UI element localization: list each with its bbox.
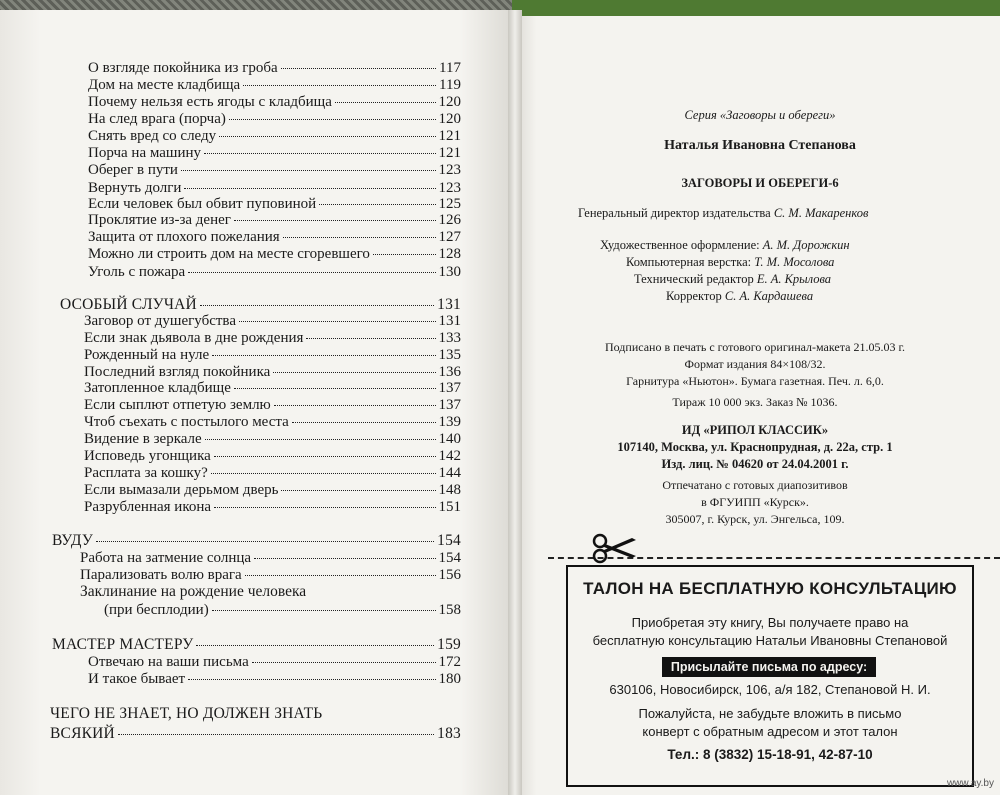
dot-leader (306, 338, 435, 339)
toc-entry-page: 154 (438, 550, 461, 566)
toc-entry-title: ВУДУ (52, 532, 94, 549)
dot-leader (219, 136, 435, 137)
series-line: Серия «Заговоры и обереги» (684, 108, 836, 122)
toc-entry-title: Если человек был обвит пуповиной (88, 196, 317, 212)
toc-entry (88, 264, 461, 281)
left-page (0, 10, 512, 795)
toc-entry-page: 140 (438, 431, 461, 447)
dot-leader (184, 188, 435, 189)
dot-leader (243, 85, 436, 86)
book-spine-gutter (508, 10, 522, 795)
toc-entry-line: Заклинание на рождение человека (80, 583, 307, 600)
toc-entry (88, 128, 461, 145)
watermark: www.ay.by (946, 778, 994, 789)
typeface-line: Гарнитура «Ньютон». Бумага газетная. Печ. л. 6,0. (626, 374, 884, 388)
toc-entry-title: Видение в зеркале (84, 431, 202, 447)
toc-entry-title: Парализовать волю врага (80, 567, 242, 583)
dot-leader (252, 662, 436, 663)
dot-leader (211, 473, 436, 474)
dot-leader (188, 272, 435, 273)
toc-entry-line: ЧЕГО НЕ ЗНАЕТ, НО ДОЛЖЕН ЗНАТЬ (50, 705, 323, 722)
dot-leader (181, 170, 436, 171)
toc-entry (88, 77, 461, 94)
dot-leader (281, 68, 436, 69)
toc-entry (88, 654, 461, 671)
dot-leader (319, 204, 435, 205)
coupon-line-1: Приобретая эту книгу, Вы получаете право на (631, 615, 909, 630)
toc-entry-title: Проклятие из-за денег (88, 212, 231, 228)
toc-entry (84, 431, 461, 448)
dot-leader (245, 575, 436, 576)
toc-entry-title: Вернуть долги (88, 180, 182, 196)
toc-entry-page: 154 (437, 532, 461, 549)
toc-entry-page: 123 (438, 180, 461, 196)
toc-entry (88, 94, 461, 111)
dot-leader (196, 645, 434, 646)
toc-entry (88, 196, 461, 213)
dot-leader (273, 372, 435, 373)
toc-entry (88, 212, 461, 229)
toc-entry (104, 602, 461, 619)
toc-entry (84, 499, 461, 516)
toc-entry (50, 725, 461, 742)
dot-leader (283, 237, 436, 238)
dot-leader (212, 355, 435, 356)
toc-entry (60, 296, 461, 313)
toc-entry-page: 133 (438, 330, 461, 346)
dot-leader (96, 541, 434, 542)
dot-leader (274, 405, 436, 406)
toc-entry-page: 130 (438, 264, 461, 280)
toc-entry (84, 448, 461, 465)
toc-entry-page: 180 (438, 671, 461, 687)
toc-entry-title: Снять вред со следу (88, 128, 217, 144)
toc-entry-title: МАСТЕР МАСТЕРУ (52, 636, 194, 653)
toc-entry (88, 229, 461, 246)
toc-entry (84, 347, 461, 364)
toc-entry-title: Отвечаю на ваши письма (88, 654, 249, 670)
toc-entry-title: Чтоб съехать с постылого места (84, 414, 289, 430)
toc-entry (52, 636, 461, 653)
toc-entry-title: (при бесплодии) (104, 602, 209, 618)
dot-leader (214, 507, 435, 508)
dot-leader (229, 119, 436, 120)
toc-entry-title: Разрубленная икона (84, 499, 212, 515)
dot-leader (234, 388, 436, 389)
toc-entry-page: 126 (438, 212, 461, 228)
toc-entry-title: Заговор от душегубства (84, 313, 236, 329)
toc-entry-page: 119 (439, 77, 461, 93)
dot-leader (212, 610, 436, 611)
toc-entry (84, 330, 461, 347)
toc-entry-title: Защита от плохого пожелания (88, 229, 280, 245)
toc-entry-page: 131 (438, 313, 461, 329)
toc-entry-title: Если знак дьявола в дне рождения (84, 330, 304, 346)
coupon-please-2: конверт с обратным адресом и этот талон (642, 724, 898, 739)
dot-leader (205, 439, 436, 440)
dot-leader (118, 734, 434, 735)
toc-entry (88, 60, 461, 77)
dot-leader (254, 558, 435, 559)
dot-leader (214, 456, 436, 457)
toc-entry-title: Можно ли строить дом на месте сгоревшего (88, 246, 370, 262)
toc-entry-title: Порча на машину (88, 145, 201, 161)
dot-leader (281, 490, 435, 491)
toc-entry (88, 111, 461, 128)
tech-editor-line: Технический редактор Е. А. Крылова (634, 272, 832, 286)
toc-entry (84, 364, 461, 381)
toc-entry-page: 144 (438, 465, 461, 481)
scissors-icon (592, 532, 638, 569)
toc-entry-page: 156 (438, 567, 461, 583)
toc-entry (88, 145, 461, 162)
publisher-address: 107140, Москва, ул. Краснопрудная, д. 22а, стр. 1 (617, 440, 893, 454)
dot-leader (239, 321, 436, 322)
toc-entry-page: 127 (438, 229, 461, 245)
toc-entry-page: 121 (438, 145, 461, 161)
dot-leader (292, 422, 436, 423)
print-run-line: Тираж 10 000 экз. Заказ № 1036. (672, 395, 838, 409)
toc-entry-page: 151 (438, 499, 461, 515)
toc-entry-page: 131 (437, 296, 461, 313)
toc-entry (84, 414, 461, 431)
dot-leader (188, 679, 435, 680)
printed-line-1: Отпечатано с готовых диапозитивов (662, 478, 848, 492)
toc-entry-title: ВСЯКИЙ (50, 725, 115, 742)
proofreader-line: Корректор С. А. Кардашева (666, 289, 814, 303)
toc-entry-page: 137 (438, 380, 461, 396)
toc-entry-title: Рожденный на нуле (84, 347, 210, 363)
toc-entry-title: На след врага (порча) (88, 111, 226, 127)
toc-entry-title: Затопленное кладбище (84, 380, 231, 396)
consultation-coupon (566, 565, 974, 787)
layout-line: Компьютерная верстка: Т. М. Мосолова (626, 255, 835, 269)
toc-entry-title: Исповедь угонщика (84, 448, 211, 464)
toc-entry-title: Последний взгляд покойника (84, 364, 271, 380)
toc-entry-page: 123 (438, 162, 461, 178)
coupon-heading: ТАЛОН НА БЕСПЛАТНУЮ КОНСУЛЬТАЦИЮ (583, 579, 957, 598)
toc-entry (84, 380, 461, 397)
toc-entry-page: 117 (439, 60, 461, 76)
toc-entry-title: Работа на затмение солнца (80, 550, 252, 566)
toc-entry (88, 671, 461, 688)
coupon-address: 630106, Новосибирск, 106, а/я 182, Степановой Н. И. (609, 682, 931, 697)
toc-entry-page: 137 (438, 397, 461, 413)
send-label-bar: Присылайте письма по адресу: (662, 657, 876, 677)
director-line: Генеральный директор издательства С. М. Макаренков (578, 206, 869, 220)
toc-entry (80, 567, 461, 584)
printed-line-3: 305007, г. Курск, ул. Энгельса, 109. (665, 512, 845, 526)
toc-entry-page: 120 (438, 94, 461, 110)
toc-entry-title: Уголь с пожара (88, 264, 186, 280)
toc-entry (52, 532, 461, 549)
toc-entry-title: Дом на месте кладбища (88, 77, 241, 93)
toc-entry-page: 125 (438, 196, 461, 212)
printed-line-2: в ФГУИПП «Курск». (701, 495, 809, 509)
toc-entry-title: Расплата за кошку? (84, 465, 208, 481)
dot-leader (204, 153, 436, 154)
toc-entry-page: 142 (438, 448, 461, 464)
toc-entry-title: О взгляде покойника из гроба (88, 60, 278, 76)
publisher-name: ИД «РИПОЛ КЛАССИК» (681, 423, 829, 437)
toc-entry-page: 139 (438, 414, 461, 430)
toc-entry (84, 313, 461, 330)
toc-entry-title: Почему нельзя есть ягоды с кладбища (88, 94, 332, 110)
toc-entry-title: Оберег в пути (88, 162, 178, 178)
toc-entry-title: Если сыплют отпетую землю (84, 397, 271, 413)
toc-entry-page: 172 (438, 654, 461, 670)
signed-line: Подписано в печать с готового оригинал-макета 21.05.03 г. (604, 340, 906, 354)
author-name: Наталья Ивановна Степанова (664, 138, 856, 153)
toc-entry (84, 397, 461, 414)
toc-entry-page: 148 (438, 482, 461, 498)
toc-entry-page: 159 (437, 636, 461, 653)
book-title: ЗАГОВОРЫ И ОБЕРЕГИ-6 (681, 176, 839, 190)
toc-entry-page: 120 (438, 111, 461, 127)
dot-leader (373, 254, 436, 255)
toc-entry-page: 158 (438, 602, 461, 618)
toc-entry-page: 121 (438, 128, 461, 144)
format-line: Формат издания 84×108/32. (684, 357, 826, 371)
dot-leader (335, 102, 436, 103)
toc-entry (88, 180, 461, 197)
coupon-line-2: бесплатную консультацию Натальи Ивановны Степановой (592, 633, 948, 648)
toc-entry-title: И такое бывает (88, 671, 186, 687)
toc-entry-title: Если вымазали дерьмом дверь (84, 482, 279, 498)
toc-entry (84, 482, 461, 499)
toc-entry-page: 136 (438, 364, 461, 380)
toc-entry-page: 183 (437, 725, 461, 742)
toc-entry (80, 550, 461, 567)
toc-entry-page: 135 (438, 347, 461, 363)
art-line: Художественное оформление: А. М. Дорожкин (600, 238, 850, 252)
toc-entry-page: 128 (438, 246, 461, 262)
toc-entry-title: ОСОБЫЙ СЛУЧАЙ (60, 296, 197, 313)
toc-entry (88, 246, 461, 263)
coupon-please-1: Пожалуйста, не забудьте вложить в письмо (638, 706, 902, 721)
coupon-phone: Тел.: 8 (3832) 15-18-91, 42-87-10 (667, 747, 873, 762)
dot-leader (234, 220, 436, 221)
toc-entry (84, 465, 461, 482)
dot-leader (200, 305, 434, 306)
license-line: Изд. лиц. № 04620 от 24.04.2001 г. (661, 457, 849, 471)
toc-entry (88, 162, 461, 179)
